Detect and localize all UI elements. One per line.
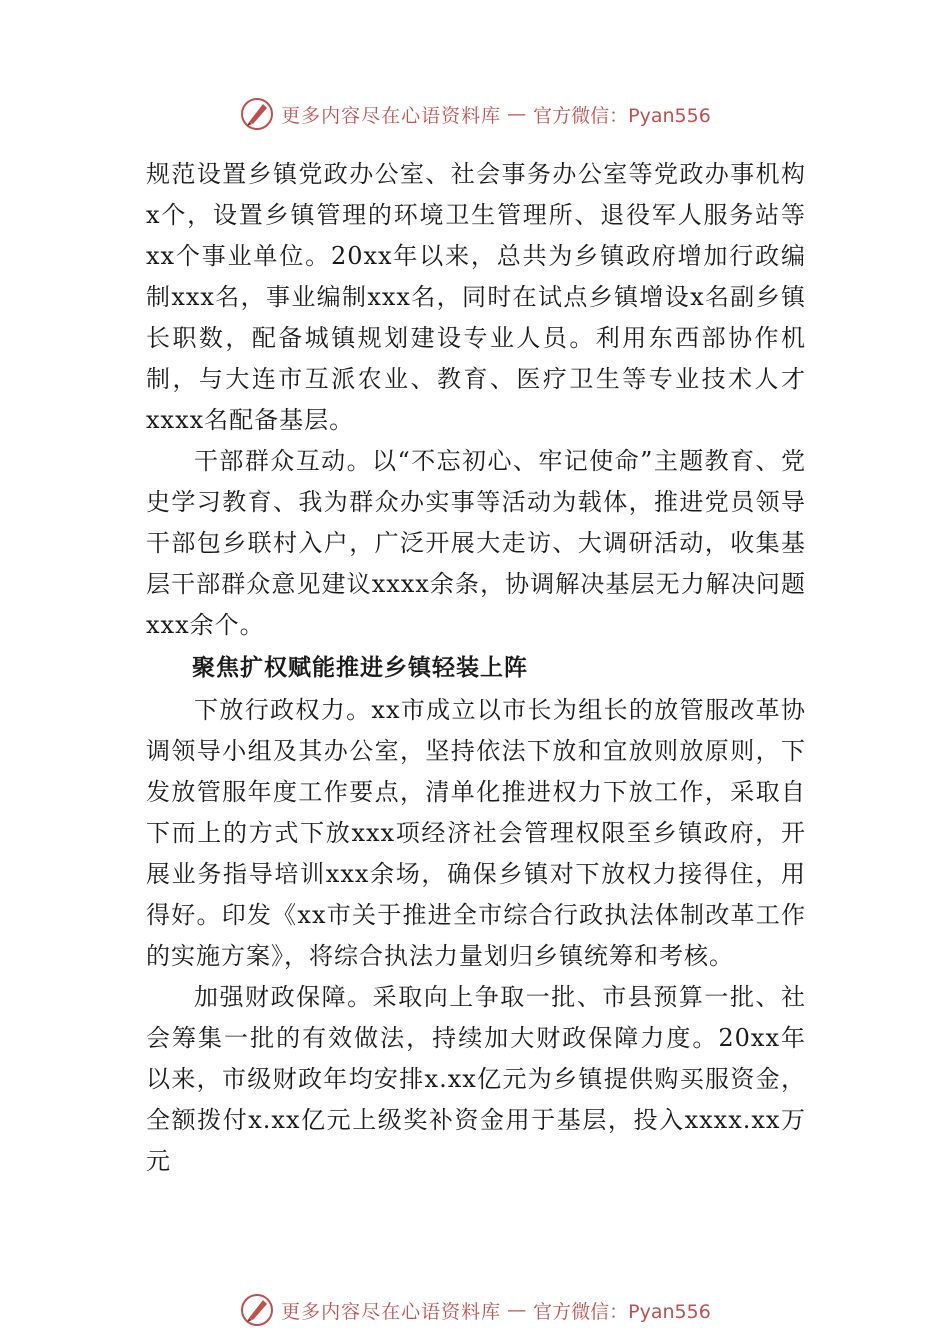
section-heading: 聚焦扩权赋能推进乡镇轻装上阵 xyxy=(192,655,528,681)
paragraph-fiscal-support: 加强财政保障。采取向上争取一批、市县预算一批、社会筹集一批的有效做法，持续加大财政保障力度。20xx年以来，市级财政年均安排x.xx亿元为乡镇提供购买服资金，全额拨付x.xx亿元上级奖补资金用于基层，投入xxxx.xx万元 xyxy=(146,983,806,1175)
footer-watermark xyxy=(0,1290,950,1330)
watermark-contact: 官方微信：Pyan556 xyxy=(533,1300,711,1323)
watermark-separator: — xyxy=(507,1299,528,1321)
paragraph-staffing: 规范设置乡镇党政办公室、社会事务办公室等党政办事机构x个，设置乡镇管理的环境卫生管理所、退役军人服务站等xx个事业单位。20xx年以来，总共为乡镇政府增加行政编制xxx名，事业编制xxx名，同时在试点乡镇增设x名副乡镇长职数，配备城镇规划建设专业人员。利用东西部协作机制，与大连市互派农业、教育、医疗卫生等专业技术人才xxxx名配备基层。 xyxy=(146,160,806,434)
pen-logo-icon xyxy=(239,96,275,132)
watermark-contact: 官方微信：Pyan556 xyxy=(533,104,711,127)
paragraph-decentralization: 下放行政权力。xx市成立以市长为组长的放管服改革协调领导小组及其办公室，坚持依法下放和宜放则放原则，下发放管服年度工作要点，清单化推进权力下放工作，采取自下而上的方式下放xxx项经济社会管理权限至乡镇政府，开展业务指导培训xxx余场，确保乡镇对下放权力接得住，用得好。印发《xx市关于推进全市综合行政执法体制改革工作的实施方案》，将综合执法力量划归乡镇统筹和考核。 xyxy=(146,696,806,970)
document-body xyxy=(146,154,806,1182)
watermark-brand: 更多内容尽在心语资料库 xyxy=(281,1300,502,1323)
watermark-separator: — xyxy=(507,103,528,125)
pen-logo-icon xyxy=(239,1292,275,1328)
header-watermark xyxy=(0,94,950,134)
watermark-brand: 更多内容尽在心语资料库 xyxy=(281,104,502,127)
paragraph-cadre-interaction: 干部群众互动。以“不忘初心、牢记使命”主题教育、党史学习教育、我为群众办实事等活动为载体，推进党员领导干部包乡联村入户，广泛开展大走访、大调研活动，收集基层干部群众意见建议xxxx余条，协调解决基层无力解决问题xxx余个。 xyxy=(146,447,806,639)
